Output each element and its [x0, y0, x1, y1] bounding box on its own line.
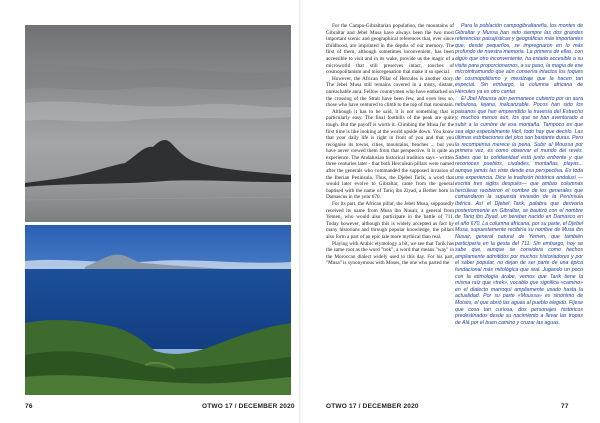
- photo-strait-view: [25, 225, 291, 395]
- spanish-article-column: [455, 23, 583, 395]
- english-paragraph: For its part, the African pillar, the Jebel Musa, supposedly received its name from Musa ibn Nusair, a general from Yemen, who would also participate in the battle of 711. Today however, although this is widely accepted as fact by many historians and through popular knowledge, the pillars also form a part of an epic tale more mythical than real.: [326, 201, 454, 240]
- page-number: 76: [25, 403, 33, 410]
- strait-landscape-image: [25, 225, 291, 395]
- photo-misty-mountain: [25, 25, 291, 222]
- magazine-issue-line: OTWO 17 / DECEMBER 2020: [202, 403, 295, 410]
- misty-mountain-image: [25, 25, 291, 222]
- english-paragraph: Playing with Arabic etymology a bit, we see that Tarik has the same root as the word "trek", a word that means "way" in the Moroccan dialect widely used to this day. For his part, "Musa" is synonymous with Moses, the one who parted the: [326, 240, 454, 267]
- english-paragraph: However, the African Pillar of Hercules is another story. The Jebel Musa still remains covered in a misty, distant, unreachable aura. Fellow countrymen who have embarked on the crossing of the Strait have been few, and even less so, those who have ventured to climb to the top of that mountain.: [326, 75, 454, 109]
- spanish-paragraph: El Jbel Moussa aún permanece cubierto por un aura nebulosa, lejana, inalcanzable. Pocos han sido los paisanos que han emprendido la travesía del Estrecho y, muchos menos aún, los que se han aventurado a subir a la cumbre de esa montaña. Tampoco es que sea algo especialmente fácil, todo hay que decirlo. Las últimas estribaciones del pico son bastante duras. Pero la recompensa merece la pena. Subir al Moussa por primera vez, es como observar el mundo del revés. Sabes que tu cotidianidad está justo enfrente y que reconoces pueblos, ciudades, montañas, playas... aunque jamás las viste desde esa perspectiva. Es toda una experiencia. Dice la tradición histórica andalusí —escrita tres siglos después— que ambas columnas hercúleas recibieron el nombre de los generales que comandaron la supuesta invasión de la Península Ibérica. Así el Djebel Tarik, palabra que derivaría posteriormente en Gibraltar, se bautizó con el nombre de Tariq ibn Ziyad, un bereber nacido en Damasco en el año 670. La columna africana, por su parte, el Djebel Musa, supuestamente recibiría su nombre de Musa ibn Nusair, general natural de Yemen, que también participaría en la gesta del 711. Sin embargo, hoy se sabe que, aunque se considera como hechos ampliamente admitidos por muchos historiadores y por el saber popular, no dejan de ser parte de una épica fundacional más mitológica que real. Jugando un poco con la etimología árabe, vemos que Tarik tiene la misma raíz que «trek», vocablo que significa «camino» en el dialecto marroquí ampliamente usado hasta la actualidad. Por su parte «Moussa» es sinónimo de Moisés, el que abrió las aguas al pueblo elegido. Fíjese que cosa tan curiosa, dos personajes históricos predestinados desde su nacimiento a llevar las tropas de Alá por el buen camino y cruzar las aguas.: [455, 95, 583, 326]
- english-paragraph: For the Campo-Gibraltarian population, the mountains of Gibraltar and Jebel Musa have always been the two most important scenic and geographical references that, ever since childhood, are imprinted in the depths of our memory. The first of them, although sometimes inconvenient, has been accessible to visit and in its wake, provide us the magic of a microworld that still preserves intact, touches of cosmopolitanism and miscegenation that make it so special.: [326, 23, 454, 76]
- magazine-issue-line: OTWO 17 / DECEMBER 2020: [326, 403, 419, 410]
- spanish-paragraph: Para la población campogibraltareña, los montes de Gibraltar y Mussa han sido siempre las dos grandes referencias paisajísticas y geográficas más importantes que, desde pequeños, se impregnaron en lo más profundo de nuestra memoria. La primera de ellas, con algún que otro inconveniente, ha estado accesible a su visita para proporcionarnos, a su paso, la magia de ese microintramundo que aún conserva intactos los toques de cosmopolitismo y mestizaje que la hacen tan especial. Sin embargo, la columna africana de Hércules ya es otro cantar.: [455, 23, 583, 95]
- page-number: 77: [561, 403, 569, 410]
- english-paragraph: Although it has to be said, it is not something that is particularly easy. The final foothills of the peak are quite tough. But the payoff is worth it. Climbing the Musa for the first time is like looking at the world upside down. You know that your daily life is right in front of you and that you recognise its towns, cities, mountains, beaches ... but you have never viewed them from that perspective. It is quite an experience. The Andalusian historical tradition says - written three centuries later - that both Herculean pillars were named after the generals who commanded the supposed invasion of the Iberian Peninsula. Thus, the Djebel Tarik, a word that would later evolve to Gibraltar, came from the general baptised with the name of Tariq ibn Ziyad, a Berber born in Damascus in the year 670.: [326, 108, 454, 201]
- english-article-column: [326, 23, 454, 395]
